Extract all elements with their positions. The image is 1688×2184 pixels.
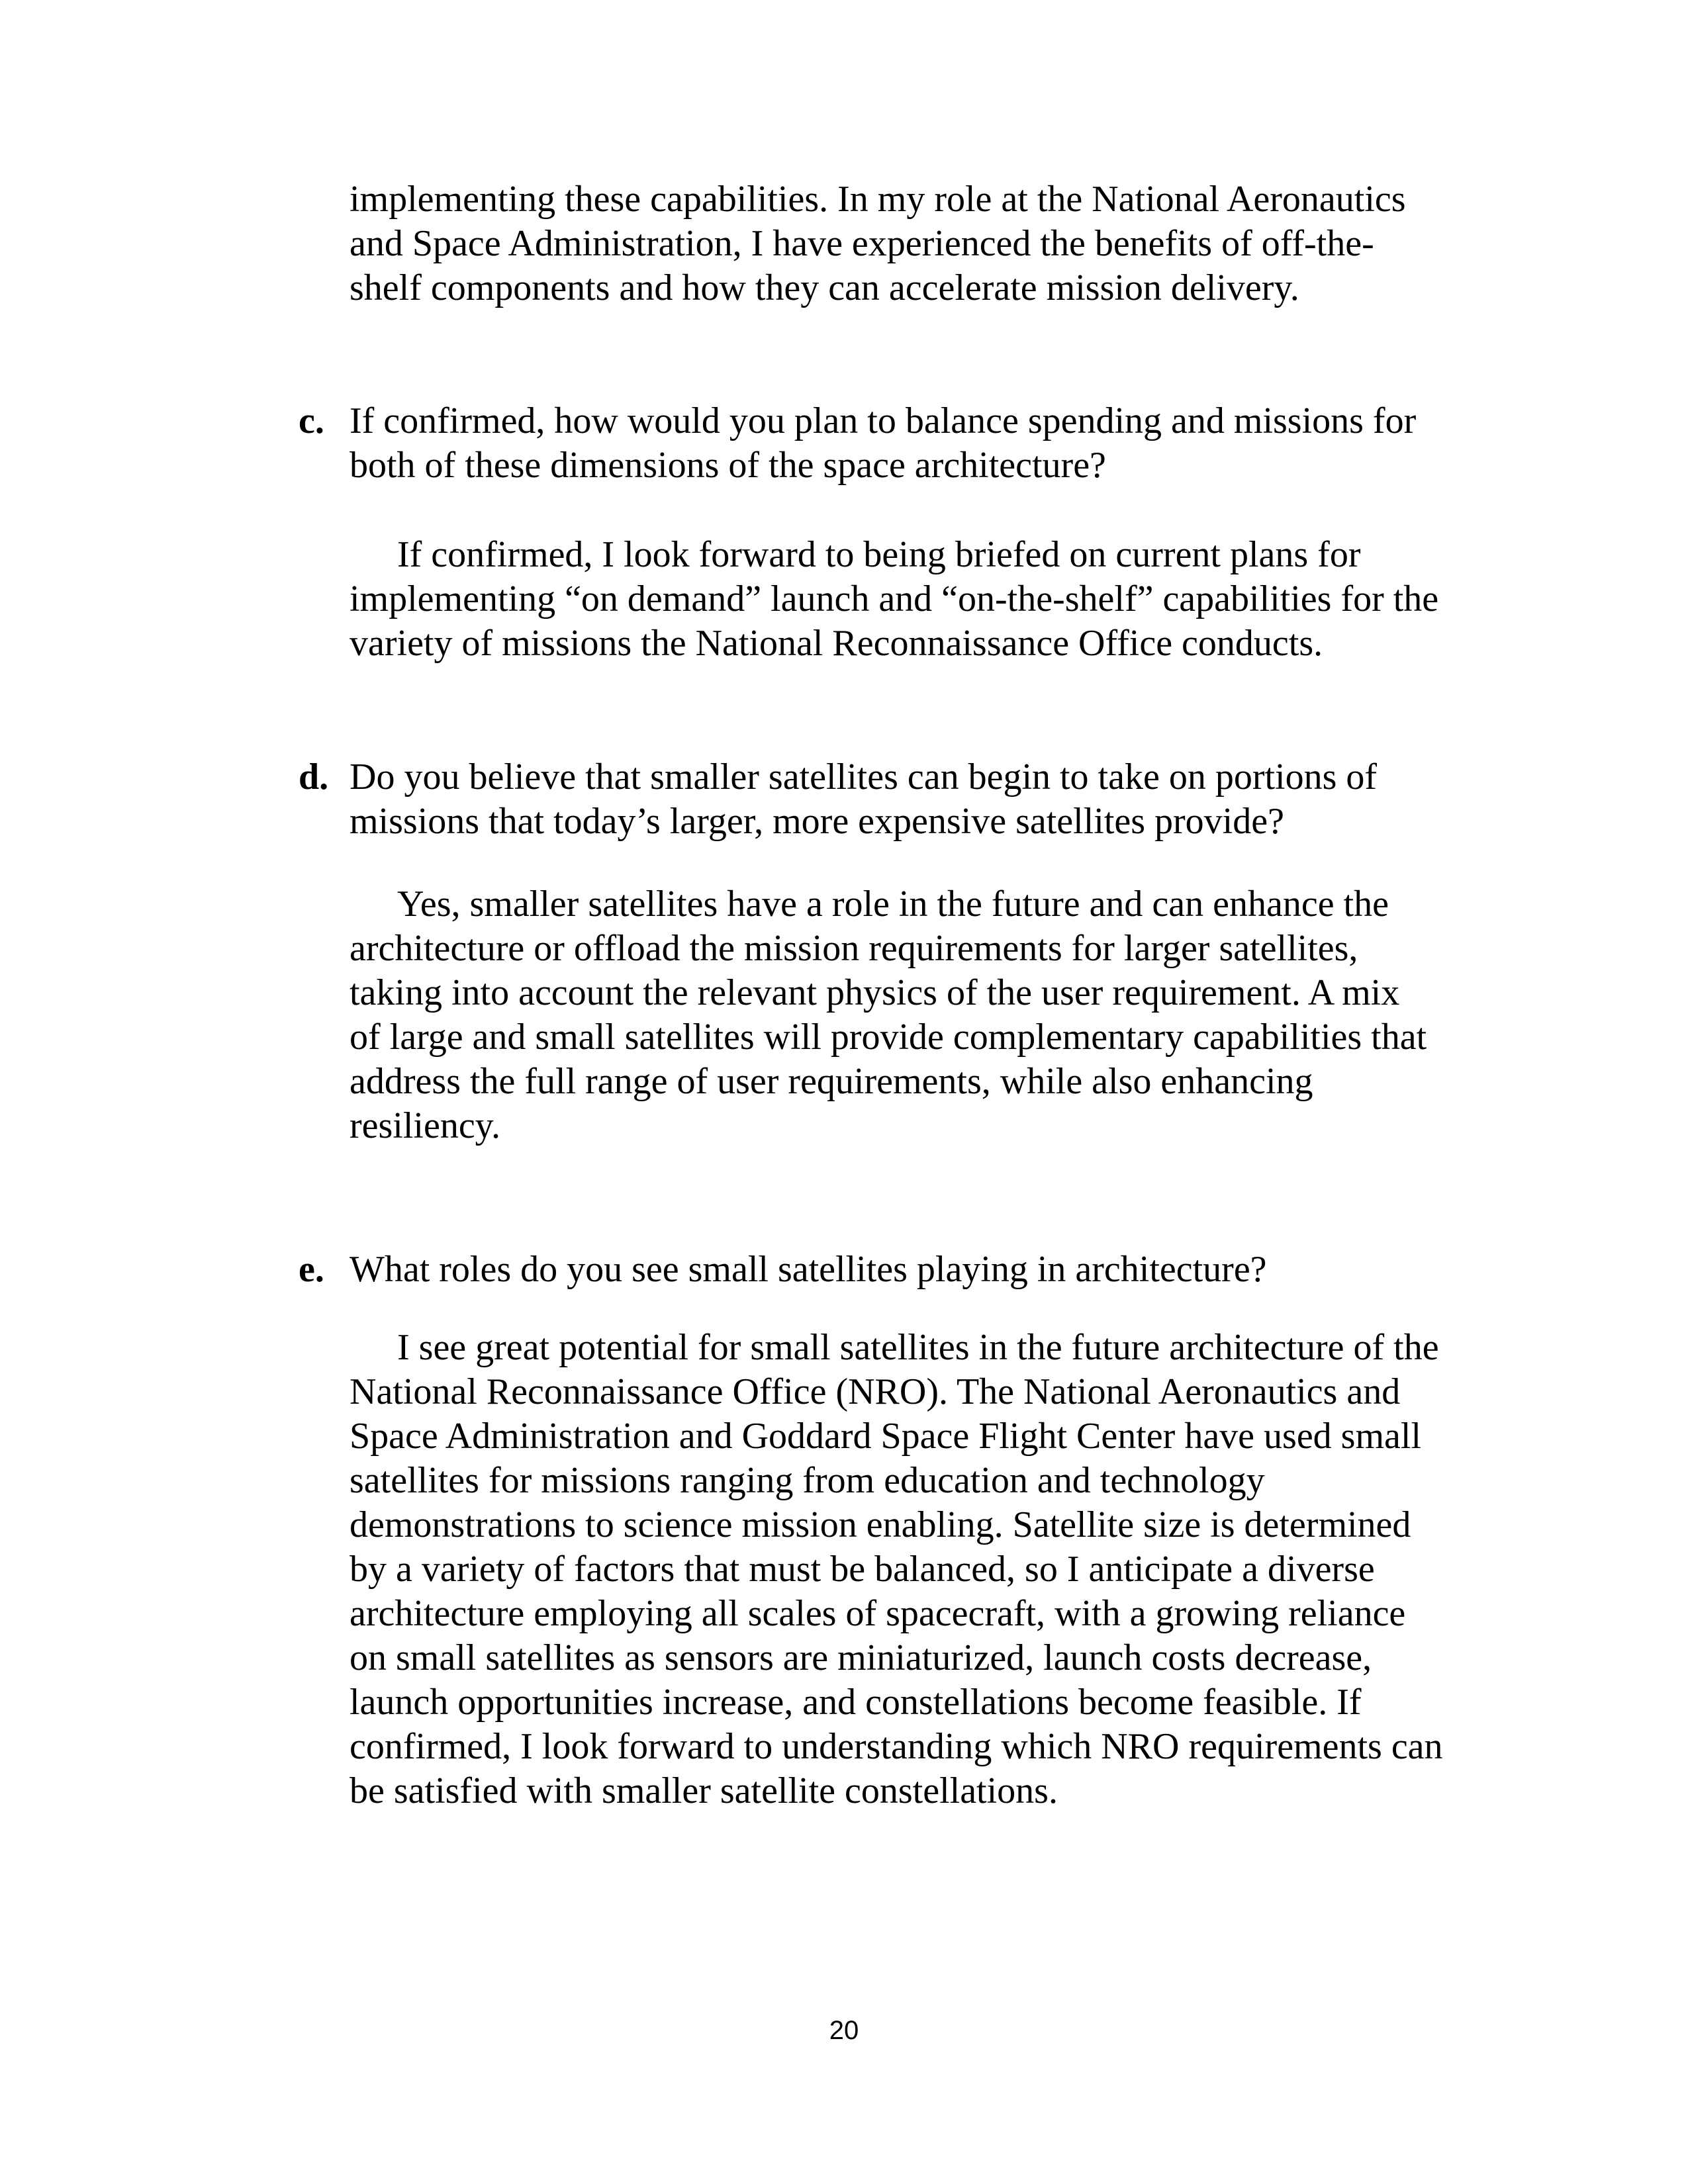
page-number: 20 bbox=[829, 2016, 859, 2045]
question-marker: e. bbox=[299, 1249, 324, 1290]
answer-line: architecture or offload the mission requirements for larger satellites, bbox=[350, 928, 1358, 969]
answer-line: implementing “on demand” launch and “on-the-shelf” capabilities for the bbox=[350, 578, 1439, 619]
answer-line: Space Administration and Goddard Space Flight Center have used small bbox=[350, 1416, 1421, 1457]
answer-line: National Reconnaissance Office (NRO). The National Aeronautics and bbox=[350, 1371, 1401, 1412]
question-marker: c. bbox=[299, 400, 324, 441]
question-line: If confirmed, how would you plan to balance spending and missions for bbox=[350, 400, 1417, 441]
answer-line: If confirmed, I look forward to being briefed on current plans for bbox=[397, 534, 1361, 575]
answer-line: address the full range of user requirements, while also enhancing bbox=[350, 1061, 1313, 1102]
answer-line: confirmed, I look forward to understanding which NRO requirements can bbox=[350, 1726, 1443, 1767]
answer-line: taking into account the relevant physics of the user requirement. A mix bbox=[350, 972, 1400, 1013]
question-line: What roles do you see small satellites playing in architecture? bbox=[350, 1249, 1267, 1290]
answer-line: be satisfied with smaller satellite constellations. bbox=[350, 1770, 1058, 1811]
answer-line: resiliency. bbox=[350, 1105, 501, 1146]
question-marker: d. bbox=[299, 756, 329, 797]
answer-line: demonstrations to science mission enabling. Satellite size is determined bbox=[350, 1504, 1411, 1545]
question-line: both of these dimensions of the space architecture? bbox=[350, 445, 1106, 486]
answer-line: architecture employing all scales of spacecraft, with a growing reliance bbox=[350, 1593, 1406, 1634]
answer-line: Yes, smaller satellites have a role in the future and can enhance the bbox=[397, 884, 1389, 925]
question-line: missions that today’s larger, more expensive satellites provide? bbox=[350, 801, 1284, 842]
question-line: Do you believe that smaller satellites can begin to take on portions of bbox=[350, 756, 1378, 797]
answer-line: of large and small satellites will provide complementary capabilities that bbox=[350, 1017, 1427, 1058]
answer-line: I see great potential for small satellites in the future architecture of the bbox=[397, 1327, 1439, 1368]
answer-line: by a variety of factors that must be balanced, so I anticipate a diverse bbox=[350, 1549, 1375, 1590]
answer-line: satellites for missions ranging from education and technology bbox=[350, 1460, 1265, 1501]
intro-line: and Space Administration, I have experienced the benefits of off-the- bbox=[350, 223, 1374, 264]
answer-line: launch opportunities increase, and constellations become feasible. If bbox=[350, 1682, 1362, 1723]
intro-line: shelf components and how they can accelerate mission delivery. bbox=[350, 267, 1299, 308]
answer-line: on small satellites as sensors are miniaturized, launch costs decrease, bbox=[350, 1637, 1372, 1678]
answer-line: variety of missions the National Reconnaissance Office conducts. bbox=[350, 623, 1323, 664]
intro-line: implementing these capabilities. In my role at the National Aeronautics bbox=[350, 179, 1406, 220]
